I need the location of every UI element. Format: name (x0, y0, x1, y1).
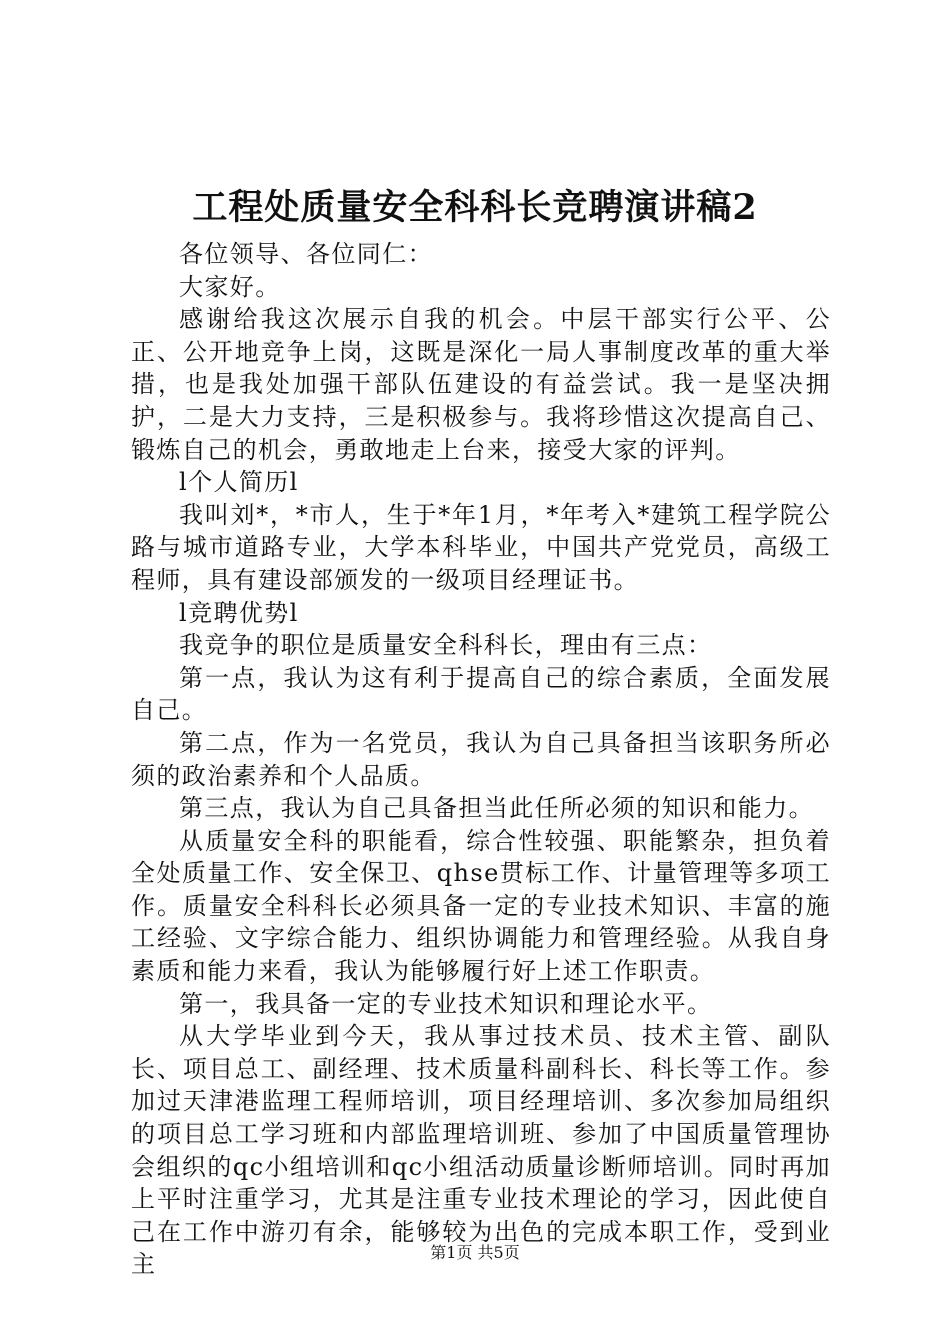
paragraph-point-two: 第二点，作为一名党员，我认为自己具备担当该职务所必须的政治素养和个人品质。 (131, 728, 831, 790)
paragraph-point-one: 第一点，我认为这有利于提高自己的综合素质，全面发展自己。 (131, 663, 831, 725)
document-body (131, 238, 831, 1281)
section-heading-advantages: l竞聘优势l (179, 598, 299, 627)
paragraph-experience: 从大学毕业到今天，我从事过技术员、技术主管、副队长、项目总工、副经理、技术质量科副科长、科长等工作。参加过天津港监理工程师培训，项目经理培训、多次参加局组织的项目总工学习班和内部监理培训班、参加了中国质量管理协会组织的qc小组培训和qc小组活动质量诊断师培训。同时再加上平时注重学习，尤其是注重专业技术理论的学习，因此使自己在工作中游刃有余，能够较为出色的完成本职工作，受到业主 (131, 1022, 831, 1279)
paragraph-thanks: 感谢给我这次展示自我的机会。中层干部实行公平、公正、公开地竞争上岗，这既是深化一局人事制度改革的重大举措，也是我处加强干部队伍建设的有益尝试。我一是坚决拥护，二是大力支持，三是积极参与。我将珍惜这次提高自己、锻炼自己的机会，勇敢地走上台来，接受大家的评判。 (131, 305, 831, 464)
paragraph-first-qualification: 第一，我具备一定的专业技术知识和理论水平。 (179, 989, 713, 1018)
paragraph-salutation: 各位领导、各位同仁： (179, 240, 433, 268)
paragraph-position-reason: 我竞争的职位是质量安全科科长，理由有三点： (179, 631, 713, 660)
paragraph-point-three: 第三点，我认为自己具备担当此任所必须的知识和能力。 (179, 794, 814, 823)
paragraph-greeting: 大家好。 (179, 272, 281, 301)
paragraph-department-duties: 从质量安全科的职能看，综合性较强、职能繁杂，担负着全处质量工作、安全保卫、qhse贯标工作、计量管理等多项工作。质量安全科科长必须具备一定的专业技术知识、丰富的施工经验、文字综合能力、组织协调能力和管理经验。从我自身素质和能力来看，我认为能够履行好上述工作职责。 (131, 826, 831, 986)
paragraph-resume: 我叫刘*，*市人，生于*年1月，*年考入*建筑工程学院公路与城市道路专业，大学本科毕业，中国共产党党员，高级工程师，具有建设部颁发的一级项目经理证书。 (131, 500, 831, 594)
document-title: 工程处质量安全科科长竞聘演讲稿2 (192, 187, 758, 228)
section-heading-resume: l个人简历l (179, 468, 299, 497)
page-number-footer: 第1页 共5页 (430, 1243, 520, 1262)
